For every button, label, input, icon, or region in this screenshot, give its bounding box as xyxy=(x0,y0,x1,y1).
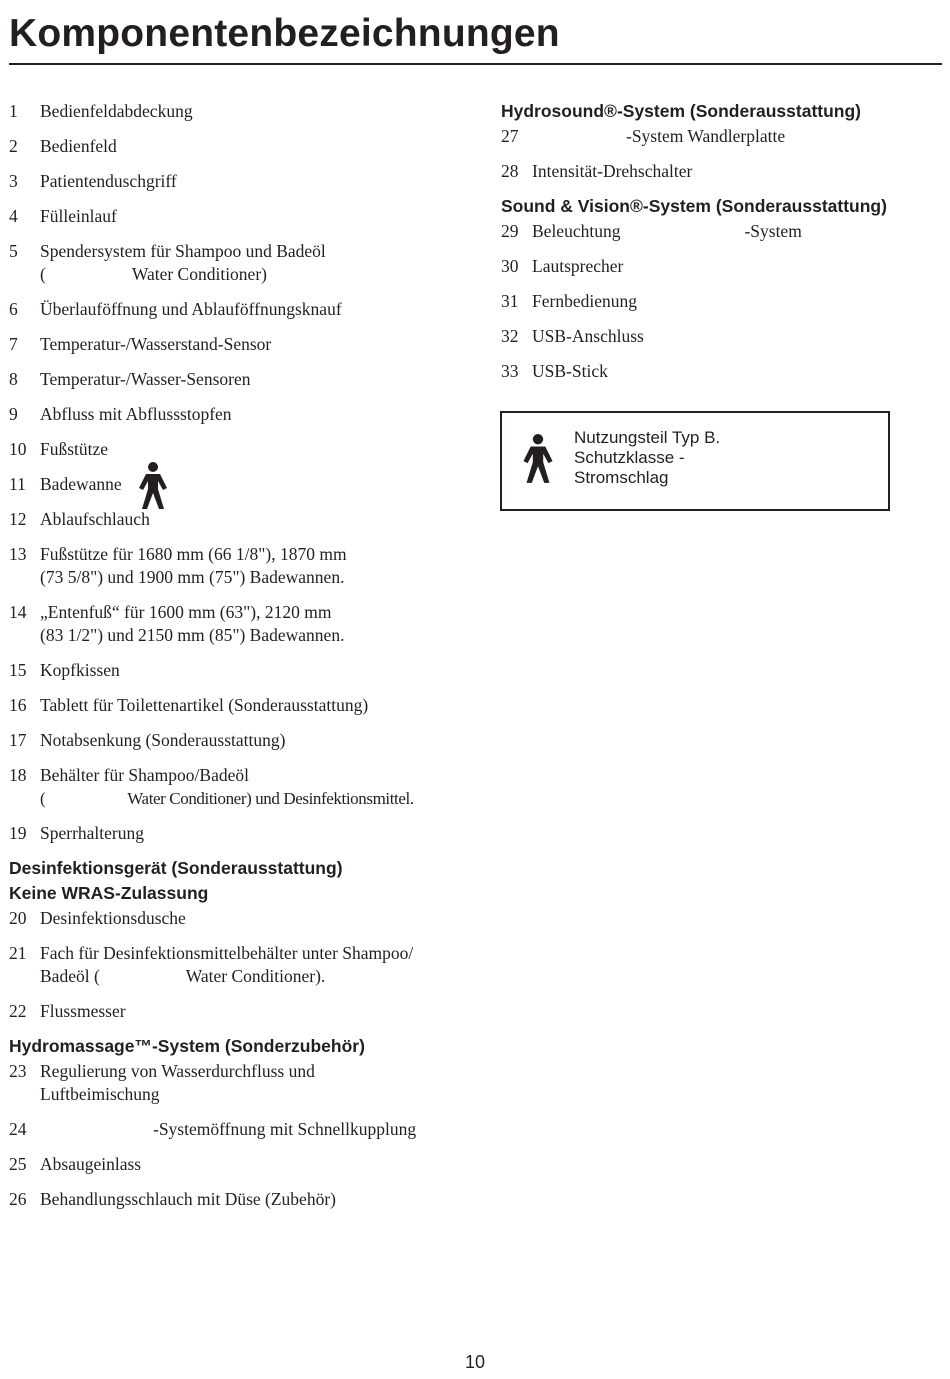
list-item xyxy=(9,601,469,647)
item-label-suffix: -System xyxy=(744,221,802,241)
item-number: 24 xyxy=(9,1119,27,1139)
list-item xyxy=(9,100,469,123)
item-number: 21 xyxy=(9,943,27,963)
list-item xyxy=(501,160,941,183)
page-number: 10 xyxy=(464,1352,486,1372)
section-heading-hydrosound: Hydrosound®-System (Sonderausstattung) xyxy=(501,101,862,121)
item-number: 14 xyxy=(9,602,27,622)
section-heading-hydromassage: Hydromassage™-System (Sonderzubehör) xyxy=(9,1036,365,1056)
item-label: Ablaufschlauch xyxy=(40,509,150,529)
item-label: Beleuchtung xyxy=(532,221,621,241)
list-item xyxy=(501,360,941,383)
item-label: Behandlungsschlauch mit Düse (Zubehör) xyxy=(40,1189,336,1209)
list-item xyxy=(501,125,941,148)
list-item xyxy=(9,1060,469,1106)
item-number: 2 xyxy=(9,136,18,156)
section-heading-disinfection: Desinfektionsgerät (Sonderausstattung) xyxy=(9,858,343,878)
item-number: 13 xyxy=(9,544,27,564)
item-label: Absaugeinlass xyxy=(40,1154,142,1174)
item-label: Behälter für Shampoo/Badeöl xyxy=(40,765,249,785)
item-number: 1 xyxy=(9,101,18,121)
list-item xyxy=(501,290,941,313)
item-label: Fülleinlauf xyxy=(40,206,117,226)
list-item xyxy=(9,907,469,930)
item-number: 28 xyxy=(501,161,519,181)
list-item xyxy=(9,438,469,461)
list-item xyxy=(9,694,469,717)
item-label: Tablett für Toilettenartikel (Sonderausstattung) xyxy=(40,695,369,715)
item-label-cont: ( Water Conditioner) xyxy=(40,264,267,284)
list-item xyxy=(9,822,469,845)
item-number: 3 xyxy=(9,171,18,191)
item-number: 16 xyxy=(9,695,27,715)
item-number: 30 xyxy=(501,256,519,276)
item-number: 9 xyxy=(9,404,18,424)
item-label: Temperatur-/Wasserstand-Sensor xyxy=(40,334,272,354)
item-label-cont: ( Water Conditioner) und Desinfektionsmittel. xyxy=(40,789,414,808)
item-number: 18 xyxy=(9,765,27,785)
item-label: -System Wandlerplatte xyxy=(626,126,786,146)
component-list-right xyxy=(501,100,941,395)
list-item xyxy=(9,729,469,752)
item-number: 32 xyxy=(501,326,519,346)
item-label: USB-Anschluss xyxy=(532,326,644,346)
notice-line: Nutzungsteil Typ B. xyxy=(574,428,721,447)
item-label: Temperatur-/Wasser-Sensoren xyxy=(40,369,251,389)
item-number: 23 xyxy=(9,1061,27,1081)
section-subheading-wras: Keine WRAS-Zulassung xyxy=(9,883,209,903)
item-number: 31 xyxy=(501,291,519,311)
item-number: 5 xyxy=(9,241,18,261)
item-label: Fach für Desinfektionsmittelbehälter unter Shampoo/ xyxy=(40,943,414,963)
list-item xyxy=(9,1118,469,1141)
list-item xyxy=(9,333,469,356)
item-label: Notabsenkung (Sonderausstattung) xyxy=(40,730,286,750)
item-label: USB-Stick xyxy=(532,361,608,381)
item-label: Überlauföffnung und Ablauföffnungsknauf xyxy=(40,299,342,319)
list-item xyxy=(9,240,469,286)
item-number: 27 xyxy=(501,126,519,146)
list-item xyxy=(9,543,469,589)
item-number: 26 xyxy=(9,1189,27,1209)
applied-part-notice xyxy=(500,411,890,511)
component-list-left xyxy=(9,100,469,1223)
item-number: 11 xyxy=(9,474,26,494)
item-number: 19 xyxy=(9,823,27,843)
item-number: 10 xyxy=(9,439,27,459)
item-number: 17 xyxy=(9,730,27,750)
item-label: Desinfektionsdusche xyxy=(40,908,186,928)
list-item xyxy=(9,942,469,988)
list-item xyxy=(9,298,469,321)
notice-line: Schutzklasse - xyxy=(574,448,685,467)
item-number: 33 xyxy=(501,361,519,381)
item-label: Patientenduschgriff xyxy=(40,171,177,191)
item-number: 7 xyxy=(9,334,18,354)
item-label: Regulierung von Wasserdurchfluss und xyxy=(40,1061,315,1081)
list-item xyxy=(9,368,469,391)
list-item xyxy=(501,220,941,243)
item-label: Intensität-Drehschalter xyxy=(532,161,693,181)
item-label: Flussmesser xyxy=(40,1001,126,1021)
item-label-cont: (73 5/8") und 1900 mm (75") Badewannen. xyxy=(40,567,345,587)
body-figure-icon xyxy=(137,461,169,511)
list-item xyxy=(501,255,941,278)
item-label: Kopfkissen xyxy=(40,660,120,680)
item-label: Badewanne xyxy=(40,474,122,494)
list-item xyxy=(9,1000,469,1023)
list-item xyxy=(9,764,469,810)
body-figure-icon xyxy=(520,433,556,485)
list-item xyxy=(9,1153,469,1176)
item-label: Fernbedienung xyxy=(532,291,637,311)
item-label: Abfluss mit Abflussstopfen xyxy=(40,404,232,424)
item-label-cont: Badeöl ( Water Conditioner). xyxy=(40,966,326,986)
section-heading-sound-vision: Sound & Vision®-System (Sonderausstattung) xyxy=(501,196,887,216)
item-label-cont: (83 1/2") und 2150 mm (85") Badewannen. xyxy=(40,625,345,645)
item-number: 4 xyxy=(9,206,18,226)
item-number: 29 xyxy=(501,221,519,241)
notice-text xyxy=(574,428,720,488)
item-label: „Entenfuß“ für 1600 mm (63"), 2120 mm xyxy=(40,602,332,622)
item-number: 8 xyxy=(9,369,18,389)
item-number: 6 xyxy=(9,299,18,319)
list-item xyxy=(9,1188,469,1211)
notice-line: Stromschlag xyxy=(574,468,669,487)
item-label: Fußstütze xyxy=(40,439,109,459)
item-number: 12 xyxy=(9,509,27,529)
item-label: Spendersystem für Shampoo und Badeöl xyxy=(40,241,326,261)
item-label: Sperrhalterung xyxy=(40,823,144,843)
item-label: -Systemöffnung mit Schnellkupplung xyxy=(153,1119,417,1139)
title-divider xyxy=(9,63,942,65)
item-label: Lautsprecher xyxy=(532,256,624,276)
list-item xyxy=(9,135,469,158)
list-item xyxy=(9,205,469,228)
item-number: 20 xyxy=(9,908,27,928)
list-item xyxy=(9,659,469,682)
item-label: Bedienfeldabdeckung xyxy=(40,101,193,121)
item-label: Bedienfeld xyxy=(40,136,117,156)
list-item xyxy=(9,170,469,193)
list-item xyxy=(501,325,941,348)
item-label-cont: Luftbeimischung xyxy=(40,1084,160,1104)
item-number: 25 xyxy=(9,1154,27,1174)
item-label: Fußstütze für 1680 mm (66 1/8"), 1870 mm xyxy=(40,544,347,564)
item-number: 22 xyxy=(9,1001,27,1021)
page-title: Komponentenbezeichnungen xyxy=(9,12,560,55)
item-number: 15 xyxy=(9,660,27,680)
list-item xyxy=(9,508,469,531)
list-item xyxy=(9,403,469,426)
list-item xyxy=(9,473,469,496)
